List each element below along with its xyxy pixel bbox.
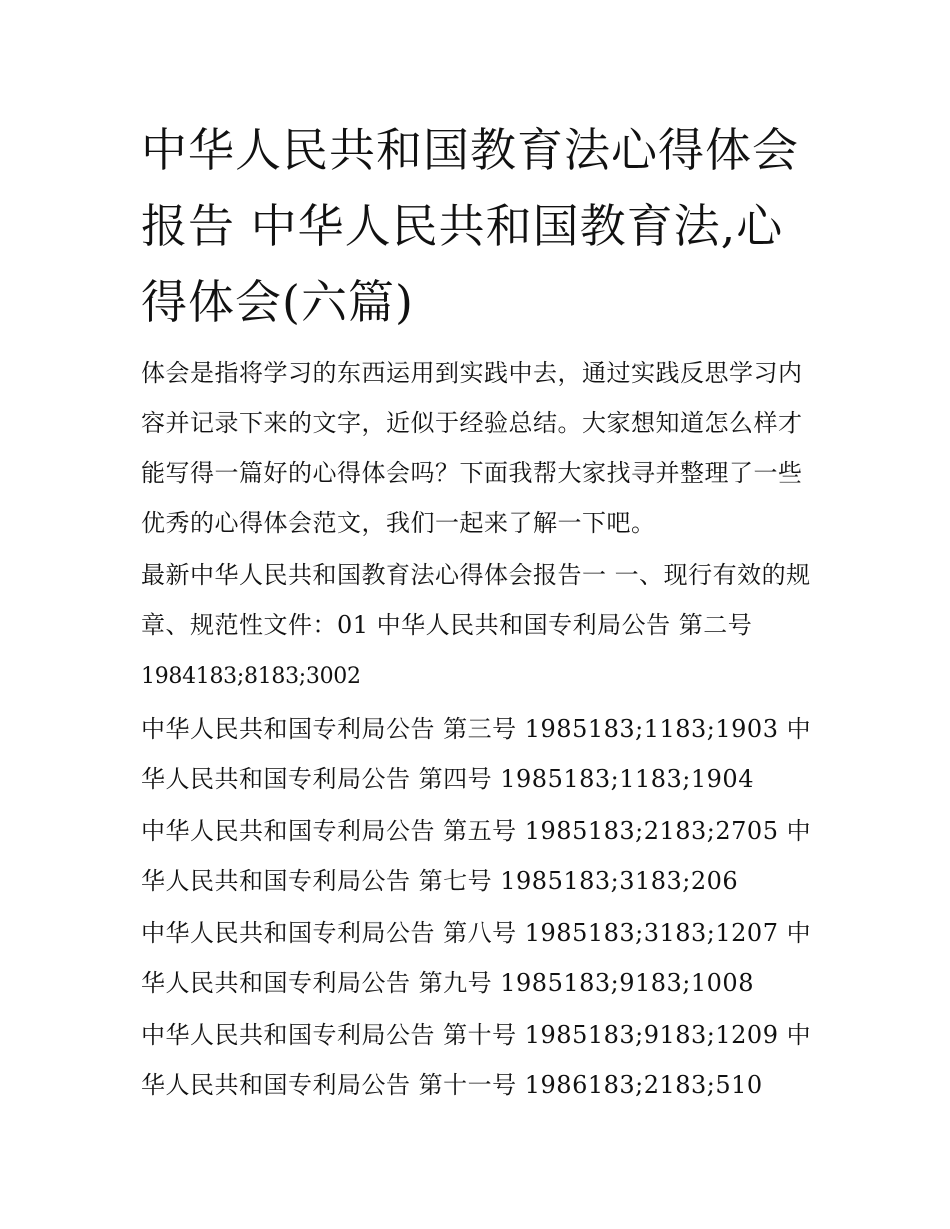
paragraph-text: 中华人民共和国专利局公告 第十号 1985183;9183;1209 中华人民共和国专利局公告 第十一号 1986183;2183;510	[141, 1021, 812, 1099]
paragraph-4	[141, 908, 813, 1008]
paragraph-text: 中华人民共和国专利局公告 第八号 1985183;3183;1207 中华人民共和国专利局公告 第九号 1985183;9183;1008	[141, 919, 812, 997]
intro-paragraph: 体会是指将学习的东西运用到实践中去，通过实践反思学习内容并记录下来的文字，近似于经验总结。大家想知道怎么样才能写得一篇好的心得体会吗？下面我帮大家找寻并整理了一些优秀的心得体会范文，我们一起来了解一下吧。	[141, 359, 803, 537]
paragraph-text: 中华人民共和国专利局公告 第三号 1985183;1183;1903 中华人民共和国专利局公告 第四号 1985183;1183;1904	[141, 715, 812, 793]
paragraph-1	[141, 550, 813, 702]
paragraph-2	[141, 704, 813, 804]
document-page	[141, 112, 813, 1110]
paragraph-5	[141, 1010, 813, 1110]
paragraph-number: 1984183;8183;3002	[141, 664, 361, 689]
paragraph-text: 中华人民共和国专利局公告 第五号 1985183;2183;2705 中华人民共和国专利局公告 第七号 1985183;3183;206	[141, 817, 812, 895]
paragraph-text: 最新中华人民共和国教育法心得体会报告一 一、现行有效的规章、规范性文件：01 中华人民共和国专利局公告 第二号	[141, 561, 811, 639]
paragraph-3	[141, 806, 813, 906]
document-title: 中华人民共和国教育法心得体会报告 中华人民共和国教育法,心得体会(六篇)	[141, 123, 799, 329]
